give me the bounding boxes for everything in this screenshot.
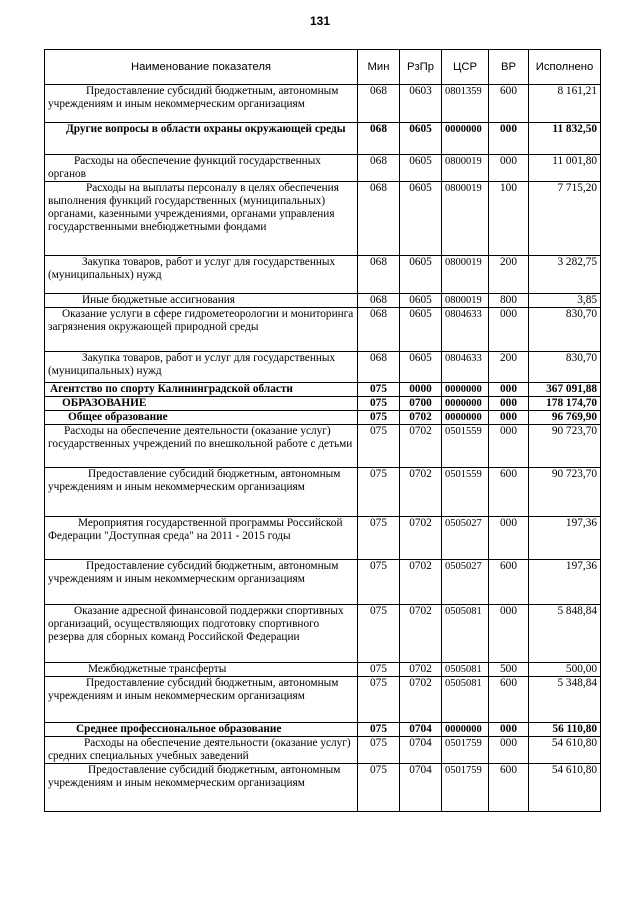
table-row (45, 663, 601, 677)
row-csr: 0000000 (442, 411, 489, 425)
row-rzpr: 0702 (400, 677, 442, 723)
row-amount: 178 174,70 (529, 397, 601, 411)
row-min: 068 (358, 294, 400, 308)
row-name: Межбюджетные трансферты (45, 663, 358, 677)
row-vr: 600 (489, 677, 529, 723)
row-csr: 0804633 (442, 308, 489, 352)
row-amount: 197,36 (529, 517, 601, 560)
row-min: 068 (358, 352, 400, 383)
row-amount: 8 161,21 (529, 85, 601, 123)
row-rzpr: 0702 (400, 517, 442, 560)
row-name: Предоставление субсидий бюджетным, автономным учреждениям и иным некоммерческим организациям (45, 560, 358, 605)
row-vr: 500 (489, 663, 529, 677)
row-min: 068 (358, 182, 400, 256)
row-amount: 3,85 (529, 294, 601, 308)
row-vr: 200 (489, 256, 529, 294)
row-vr: 600 (489, 468, 529, 517)
row-name: Расходы на обеспечение деятельности (оказание услуг) государственных учреждений по внешкольной работе с детьми (45, 425, 358, 468)
row-amount: 830,70 (529, 308, 601, 352)
row-rzpr: 0702 (400, 663, 442, 677)
row-csr: 0505027 (442, 517, 489, 560)
table-row (45, 737, 601, 764)
row-min: 068 (358, 256, 400, 294)
row-amount: 3 282,75 (529, 256, 601, 294)
row-min: 075 (358, 383, 400, 397)
row-rzpr: 0702 (400, 411, 442, 425)
row-rzpr: 0605 (400, 308, 442, 352)
row-name: ОБРАЗОВАНИЕ (45, 397, 358, 411)
row-amount: 367 091,88 (529, 383, 601, 397)
row-rzpr: 0605 (400, 294, 442, 308)
header-csr: ЦСР (442, 50, 489, 85)
row-vr: 000 (489, 517, 529, 560)
row-name: Оказание адресной финансовой поддержки спортивных организаций, осуществляющих подготовку спортивного резерва для сборных команд Российской Федерации (45, 605, 358, 663)
row-rzpr: 0605 (400, 352, 442, 383)
row-csr: 0804633 (442, 352, 489, 383)
table-row (45, 256, 601, 294)
row-vr: 000 (489, 605, 529, 663)
row-vr: 000 (489, 123, 529, 155)
budget-table (44, 49, 601, 812)
row-vr: 000 (489, 383, 529, 397)
row-csr: 0505027 (442, 560, 489, 605)
header-vr: ВР (489, 50, 529, 85)
row-rzpr: 0603 (400, 85, 442, 123)
row-vr: 000 (489, 397, 529, 411)
row-name: Другие вопросы в области охраны окружающей среды (45, 123, 358, 155)
row-csr: 0800019 (442, 256, 489, 294)
row-amount: 90 723,70 (529, 425, 601, 468)
row-amount: 5 348,84 (529, 677, 601, 723)
row-rzpr: 0605 (400, 256, 442, 294)
row-vr: 000 (489, 411, 529, 425)
row-min: 075 (358, 517, 400, 560)
row-name: Предоставление субсидий бюджетным, автономным учреждениям и иным некоммерческим организациям (45, 468, 358, 517)
row-csr: 0501559 (442, 425, 489, 468)
row-min: 075 (358, 723, 400, 737)
row-csr: 0505081 (442, 605, 489, 663)
row-name: Оказание услуги в сфере гидрометеорологии и мониторинга загрязнения окружающей природной среды (45, 308, 358, 352)
row-amount: 197,36 (529, 560, 601, 605)
table-row (45, 411, 601, 425)
row-amount: 96 769,90 (529, 411, 601, 425)
row-name: Предоставление субсидий бюджетным, автономным учреждениям и иным некоммерческим организациям (45, 85, 358, 123)
table-row (45, 397, 601, 411)
row-name: Среднее профессиональное образование (45, 723, 358, 737)
row-amount: 7 715,20 (529, 182, 601, 256)
header-amount: Исполнено (529, 50, 601, 85)
row-vr: 200 (489, 352, 529, 383)
row-vr: 600 (489, 764, 529, 812)
table-row (45, 723, 601, 737)
header-name: Наименование показателя (45, 50, 358, 85)
row-rzpr: 0704 (400, 764, 442, 812)
table-row (45, 764, 601, 812)
row-name: Закупка товаров, работ и услуг для государственных (муниципальных) нужд (45, 352, 358, 383)
table-row (45, 308, 601, 352)
row-vr: 000 (489, 425, 529, 468)
table-row (45, 123, 601, 155)
row-min: 068 (358, 155, 400, 182)
table-row (45, 605, 601, 663)
row-rzpr: 0702 (400, 605, 442, 663)
row-csr: 0505081 (442, 663, 489, 677)
row-csr: 0501759 (442, 737, 489, 764)
header-min: Мин (358, 50, 400, 85)
row-csr: 0000000 (442, 723, 489, 737)
row-amount: 5 848,84 (529, 605, 601, 663)
row-min: 075 (358, 560, 400, 605)
row-rzpr: 0702 (400, 560, 442, 605)
table-row (45, 85, 601, 123)
row-csr: 0801359 (442, 85, 489, 123)
table-row (45, 517, 601, 560)
row-rzpr: 0704 (400, 723, 442, 737)
row-csr: 0000000 (442, 383, 489, 397)
row-vr: 800 (489, 294, 529, 308)
row-csr: 0800019 (442, 182, 489, 256)
row-rzpr: 0702 (400, 425, 442, 468)
row-vr: 100 (489, 182, 529, 256)
table-row (45, 352, 601, 383)
table-row (45, 425, 601, 468)
row-amount: 54 610,80 (529, 764, 601, 812)
row-min: 068 (358, 308, 400, 352)
table-row (45, 677, 601, 723)
row-min: 075 (358, 737, 400, 764)
table-body (45, 85, 601, 812)
table-row (45, 182, 601, 256)
row-name: Предоставление субсидий бюджетным, автономным учреждениям и иным некоммерческим организациям (45, 677, 358, 723)
row-csr: 0501759 (442, 764, 489, 812)
row-min: 075 (358, 605, 400, 663)
row-name: Расходы на обеспечение функций государственных органов (45, 155, 358, 182)
table-row (45, 294, 601, 308)
row-vr: 600 (489, 560, 529, 605)
row-name: Агентство по спорту Калининградской области (45, 383, 358, 397)
header-rzpr: РзПр (400, 50, 442, 85)
row-min: 075 (358, 677, 400, 723)
row-min: 075 (358, 663, 400, 677)
page-number: 131 (309, 14, 331, 28)
row-csr: 0800019 (442, 294, 489, 308)
table-row (45, 155, 601, 182)
row-vr: 000 (489, 155, 529, 182)
table-header-row (45, 50, 601, 85)
row-csr: 0000000 (442, 123, 489, 155)
row-csr: 0000000 (442, 397, 489, 411)
row-vr: 000 (489, 723, 529, 737)
row-amount: 11 832,50 (529, 123, 601, 155)
table-row (45, 560, 601, 605)
row-vr: 000 (489, 737, 529, 764)
row-amount: 500,00 (529, 663, 601, 677)
row-min: 075 (358, 411, 400, 425)
row-min: 075 (358, 425, 400, 468)
row-min: 068 (358, 85, 400, 123)
row-csr: 0800019 (442, 155, 489, 182)
row-name: Расходы на выплаты персоналу в целях обеспечения выполнения функций государственных (муниципальных) органами, казенными учреждениями, органами управления государственными внебюджетными фондами (45, 182, 358, 256)
row-name: Общее образование (45, 411, 358, 425)
row-name: Закупка товаров, работ и услуг для государственных (муниципальных) нужд (45, 256, 358, 294)
row-min: 075 (358, 764, 400, 812)
row-vr: 600 (489, 85, 529, 123)
row-rzpr: 0000 (400, 383, 442, 397)
row-rzpr: 0704 (400, 737, 442, 764)
row-name: Иные бюджетные ассигнования (45, 294, 358, 308)
row-amount: 830,70 (529, 352, 601, 383)
row-min: 075 (358, 468, 400, 517)
row-name: Мероприятия государственной программы Российской Федерации "Доступная среда" на 2011 - 2015 годы (45, 517, 358, 560)
row-vr: 000 (489, 308, 529, 352)
row-rzpr: 0605 (400, 123, 442, 155)
row-amount: 54 610,80 (529, 737, 601, 764)
row-min: 075 (358, 397, 400, 411)
table-row (45, 468, 601, 517)
row-amount: 11 001,80 (529, 155, 601, 182)
row-amount: 56 110,80 (529, 723, 601, 737)
row-name: Предоставление субсидий бюджетным, автономным учреждениям и иным некоммерческим организациям (45, 764, 358, 812)
row-name: Расходы на обеспечение деятельности (оказание услуг) средних специальных учебных заведений (45, 737, 358, 764)
row-rzpr: 0700 (400, 397, 442, 411)
row-csr: 0505081 (442, 677, 489, 723)
row-min: 068 (358, 123, 400, 155)
table-row (45, 383, 601, 397)
row-rzpr: 0605 (400, 182, 442, 256)
row-rzpr: 0605 (400, 155, 442, 182)
row-amount: 90 723,70 (529, 468, 601, 517)
row-rzpr: 0702 (400, 468, 442, 517)
row-csr: 0501559 (442, 468, 489, 517)
